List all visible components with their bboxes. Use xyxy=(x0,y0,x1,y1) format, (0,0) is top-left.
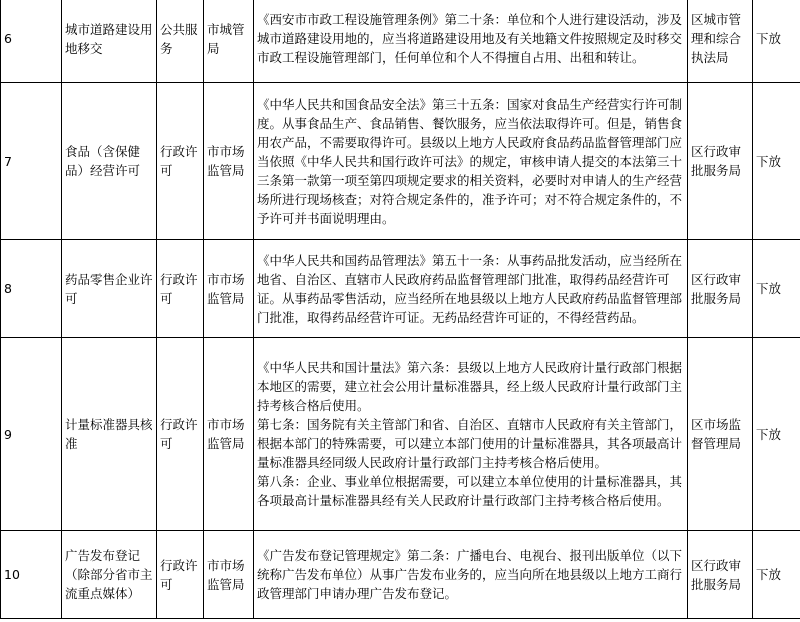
original-department: 市市场监管局 xyxy=(204,338,254,531)
item-name: 计量标准器具核准 xyxy=(62,338,157,531)
original-department: 市城管局 xyxy=(204,0,254,83)
target-department: 区市场监督管理局 xyxy=(688,338,753,531)
legal-basis xyxy=(254,0,688,83)
item-name: 城市道路建设用地移交 xyxy=(62,0,157,83)
legal-basis xyxy=(254,531,688,619)
legal-basis xyxy=(254,83,688,240)
delegation-mode: 下放 xyxy=(753,338,800,531)
item-number: 10 xyxy=(1,531,62,619)
legal-basis-paragraph: 《中华人民共和国食品安全法》第三十五条：国家对食品生产经营实行许可制度。从事食品生产、食品销售、餐饮服务，应当依法取得许可。但是，销售食用农产品，不需要取得许可。县级以上地方人民政府食品药品监督管理部门应当依照《中华人民共和国行政许可法》的规定，审核申请人提交的本法第三十三条第一款第一项至第四项规定要求的相关资料，必要时对申请人的生产经营场所进行现场核查；对符合规定条件的，准予许可；对不符合规定条件的，不予许可并书面说明理由。 xyxy=(257,96,683,226)
target-department: 区城市管理和综合执法局 xyxy=(688,0,753,83)
legal-basis-paragraph: 第八条：企业、事业单位根据需要，可以建立本单位使用的计量标准器具，其各项最高计量标准器具经有关人民政府计量行政部门主持考核合格后使用。 xyxy=(257,474,683,508)
item-type: 行政许可 xyxy=(157,240,204,338)
item-type: 行政许可 xyxy=(157,531,204,619)
legal-basis-paragraph: 《中华人民共和国药品管理法》第五十一条：从事药品批发活动，应当经所在地省、自治区、直辖市人民政府药品监督管理部门批准，取得药品经营许可证。从事药品零售活动，应当经所在地县级以上地方人民政府药品监督管理部门批准，取得药品经营许可证。无药品经营许可证的，不得经营药品。 xyxy=(257,252,683,325)
item-name: 广告发布登记（除部分省市主流重点媒体） xyxy=(62,531,157,619)
item-number: 6 xyxy=(1,0,62,83)
legal-basis xyxy=(254,240,688,338)
table-row xyxy=(1,240,800,338)
target-department: 区行政审批服务局 xyxy=(688,240,753,338)
legal-basis-paragraph: 《中华人民共和国计量法》第六条：县级以上地方人民政府计量行政部门根据本地区的需要，建立社会公用计量标准器具，经上级人民政府计量行政部门主持考核合格后使用。 xyxy=(257,360,683,413)
delegation-mode: 下放 xyxy=(753,240,800,338)
item-number: 9 xyxy=(1,338,62,531)
original-department: 市市场监管局 xyxy=(204,83,254,240)
item-type: 行政许可 xyxy=(157,338,204,531)
original-department: 市市场监管局 xyxy=(204,531,254,619)
delegation-mode: 下放 xyxy=(753,83,800,240)
original-department: 市市场监管局 xyxy=(204,240,254,338)
table-row xyxy=(1,0,800,83)
target-department: 区行政审批服务局 xyxy=(688,83,753,240)
delegation-mode: 下放 xyxy=(753,531,800,619)
legal-basis-paragraph: 第七条：国务院有关主管部门和省、自治区、直辖市人民政府有关主管部门，根据本部门的特殊需要，可以建立本部门使用的计量标准器具，其各项最高计量标准器具经同级人民政府计量行政部门主持考核合格后使用。 xyxy=(257,417,683,470)
item-number: 8 xyxy=(1,240,62,338)
legal-basis xyxy=(254,338,688,531)
target-department: 区行政审批服务局 xyxy=(688,531,753,619)
delegation-mode: 下放 xyxy=(753,0,800,83)
legal-basis-paragraph: 《西安市市政工程设施管理条例》第二十条：单位和个人进行建设活动，涉及城市道路建设用地的，应当将道路建设用地及有关地籍文件按照规定及时移交市政工程设施管理部门，任何单位和个人不得擅自占用、出租和转让。 xyxy=(257,12,683,65)
item-name: 食品（含保健品）经营许可 xyxy=(62,83,157,240)
item-name: 药品零售企业许可 xyxy=(62,240,157,338)
item-type: 公共服务 xyxy=(157,0,204,83)
table-row xyxy=(1,83,800,240)
item-type: 行政许可 xyxy=(157,83,204,240)
item-number: 7 xyxy=(1,83,62,240)
legal-basis-paragraph: 《广告发布登记管理规定》第二条：广播电台、电视台、报刊出版单位（以下统称广告发布单位）从事广告发布业务的，应当向所在地县级以上地方工商行政管理部门申请办理广告发布登记。 xyxy=(257,548,683,601)
table-row xyxy=(1,338,800,531)
table-row xyxy=(1,531,800,619)
